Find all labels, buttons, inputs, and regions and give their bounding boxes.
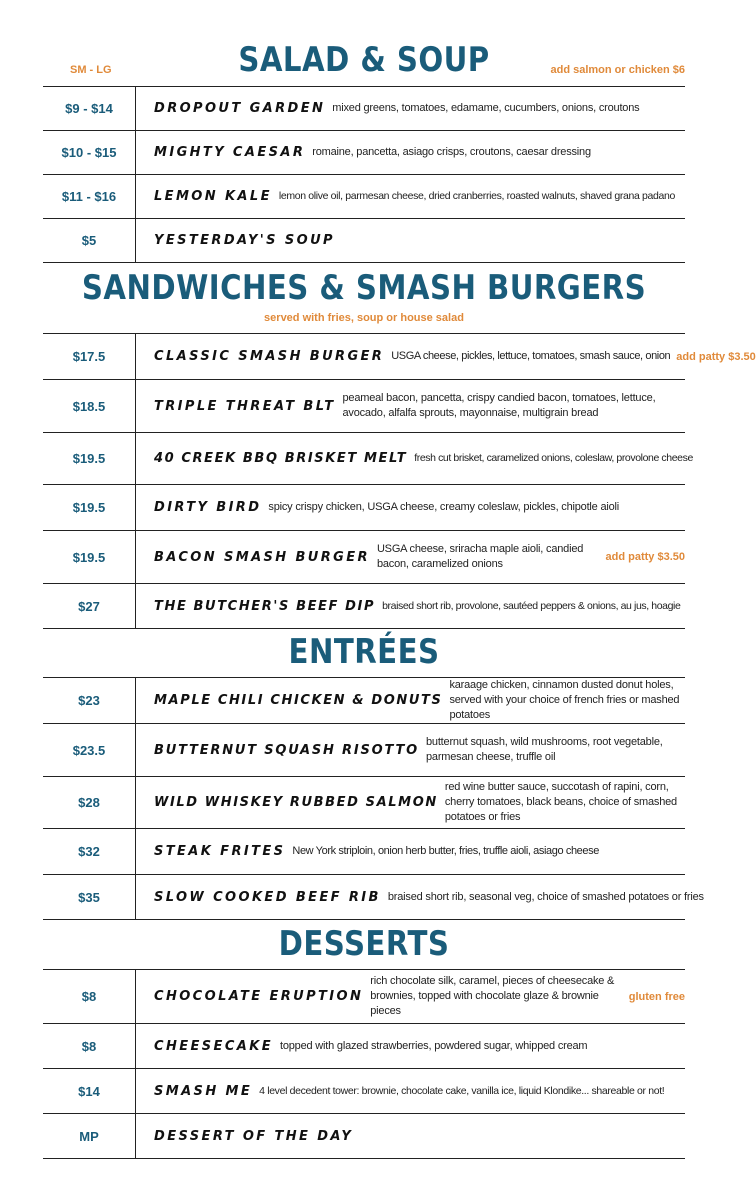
menu-item [136, 189, 685, 204]
price: $17.5 [43, 334, 136, 379]
item-name: YESTERDAY'S SOUP [154, 233, 335, 248]
item-name: THE BUTCHER'S BEEF DIP [154, 598, 376, 614]
menu-item [136, 889, 704, 905]
menu-row [43, 334, 756, 380]
price: $23.5 [43, 724, 136, 776]
sandwiches-list [43, 333, 756, 629]
price: $19.5 [43, 433, 136, 484]
item-name: DROPOUT GARDEN [154, 101, 326, 116]
menu-item [136, 1039, 685, 1054]
salad-list [43, 86, 685, 263]
menu-row [43, 175, 685, 219]
price: MP [43, 1114, 136, 1158]
menu-row [43, 531, 685, 584]
menu-item [136, 599, 685, 614]
price: $14 [43, 1069, 136, 1113]
sandwiches-subtitle: served with fries, soup or house salad [264, 312, 464, 324]
item-desc: peameal bacon, pancetta, crispy candied bacon, tomatoes, lettuce, avocado, alfalfa sprouts, mayonnaise, multigrain bread [342, 392, 656, 419]
menu-item [136, 101, 685, 116]
menu-row [43, 380, 685, 433]
item-name: LEMON KALE [154, 189, 272, 204]
item-name: TRIPLE THREAT BLT [154, 398, 336, 414]
menu-item [136, 678, 685, 723]
item-desc: USGA cheese, pickles, lettuce, tomatoes, smash sauce, onion [391, 350, 671, 362]
price: $9 - $14 [43, 87, 136, 130]
entrees-list [43, 677, 704, 920]
item-name: STEAK FRITES [154, 844, 286, 859]
desserts-heading: DESSERTS [278, 924, 450, 964]
menu-row [43, 485, 685, 531]
item-desc: butternut squash, wild mushrooms, root vegetable, parmesan cheese, truffle oil [425, 736, 663, 763]
item-name: DESSERT OF THE DAY [154, 1128, 354, 1144]
item-desc: 4 level decedent tower: brownie, chocolate cake, vanilla ice, liquid Klondike... shareable or not! [259, 1084, 665, 1097]
item-name: CHEESECAKE [154, 1038, 273, 1054]
menu-row [43, 584, 685, 629]
price: $35 [43, 875, 136, 919]
item-desc: braised short rib, provolone, sautéed peppers & onions, au jus, hoagie [382, 599, 681, 612]
menu-row [43, 875, 704, 920]
menu-row [43, 1114, 685, 1159]
item-desc: mixed greens, tomatoes, edamame, cucumbers, onions, croutons [332, 102, 640, 114]
addon-price: add patty $3.50 [605, 551, 685, 563]
item-name: BUTTERNUT SQUASH RISOTTO [154, 742, 419, 758]
menu-item [136, 233, 685, 248]
menu-row [43, 777, 685, 829]
menu-item [136, 974, 685, 1019]
item-desc: USGA cheese, sriracha maple aioli, candied bacon, caramelized onions [376, 543, 584, 570]
item-name: MAPLE CHILI CHICKEN & DONUTS [154, 693, 443, 708]
price: $8 [43, 1024, 136, 1068]
addon-price: add patty $3.50 [676, 350, 756, 363]
menu-row [43, 724, 685, 777]
item-name: CLASSIC SMASH BURGER [154, 349, 385, 364]
menu-item [136, 1084, 685, 1099]
menu-row [43, 970, 685, 1024]
menu-item [136, 780, 685, 825]
menu-item [136, 1129, 685, 1144]
addon-note: add salmon or chicken $6 [550, 64, 685, 76]
item-desc: red wine butter sauce, succotash of rapini, corn, cherry tomatoes, black beans, choice of smashed potatoes or fries [444, 781, 677, 823]
menu-row [43, 219, 685, 263]
desserts-list [43, 969, 685, 1159]
price: $28 [43, 777, 136, 828]
item-name: CHOCOLATE ERUPTION [154, 989, 364, 1004]
item-desc: New York striploin, onion herb butter, fries, truffle aioli, asiago cheese [292, 845, 599, 857]
entrees-heading: ENTRÉES [288, 632, 440, 672]
item-desc: fresh cut brisket, caramelized onions, coleslaw, provolone cheese [414, 452, 693, 464]
price: $18.5 [43, 380, 136, 432]
menu-row [43, 87, 685, 131]
sandwiches-heading: SANDWICHES & SMASH BURGERS [81, 268, 647, 308]
menu-row [43, 131, 685, 175]
menu-row [43, 829, 685, 875]
item-name: DIRTY BIRD [154, 500, 262, 515]
item-name: SLOW COOKED BEEF RIB [154, 889, 381, 905]
menu-item [136, 349, 756, 364]
menu-row [43, 1069, 685, 1114]
item-desc: braised short rib, seasonal veg, choice of smashed potatoes or fries [387, 890, 704, 903]
price: $10 - $15 [43, 131, 136, 174]
menu-row [43, 678, 685, 724]
price: $8 [43, 970, 136, 1023]
price: $19.5 [43, 485, 136, 530]
menu-item [136, 500, 685, 515]
menu-item [136, 844, 685, 859]
item-desc: topped with glazed strawberries, powdered sugar, whipped cream [279, 1039, 588, 1052]
item-desc: romaine, pancetta, asiago crisps, croutons, caesar dressing [312, 146, 591, 158]
price: $19.5 [43, 531, 136, 583]
item-name: 40 CREEK BBQ BRISKET MELT [154, 451, 408, 466]
salad-soup-heading: SALAD & SOUP [238, 40, 490, 80]
item-desc: spicy crispy chicken, USGA cheese, creamy coleslaw, pickles, chipotle aioli [268, 501, 620, 513]
price: $23 [43, 678, 136, 723]
item-desc: rich chocolate silk, caramel, pieces of cheesecake & brownies, topped with chocolate glaze & brownie pieces [370, 975, 615, 1017]
item-name: WILD WHISKEY RUBBED SALMON [154, 795, 438, 810]
gluten-free-note: gluten free [628, 990, 685, 1003]
menu-item [136, 735, 685, 765]
menu-row [43, 1024, 685, 1069]
item-desc: karaage chicken, cinnamon dusted donut holes, served with your choice of french fries or mashed potatoes [449, 679, 680, 721]
item-name: SMASH ME [154, 1083, 253, 1099]
price: $11 - $16 [43, 175, 136, 218]
item-desc: lemon olive oil, parmesan cheese, dried cranberries, roasted walnuts, shaved grana padano [278, 190, 675, 202]
price: $32 [43, 829, 136, 874]
menu-item [136, 145, 685, 160]
menu-item [136, 391, 685, 421]
item-name: MIGHTY CAESAR [154, 145, 306, 160]
menu-item [136, 451, 693, 466]
menu-row [43, 433, 693, 485]
menu-item [136, 542, 685, 572]
price: $5 [43, 219, 136, 262]
item-name: BACON SMASH BURGER [154, 549, 370, 565]
price: $27 [43, 584, 136, 628]
size-note: SM - LG [70, 64, 112, 76]
